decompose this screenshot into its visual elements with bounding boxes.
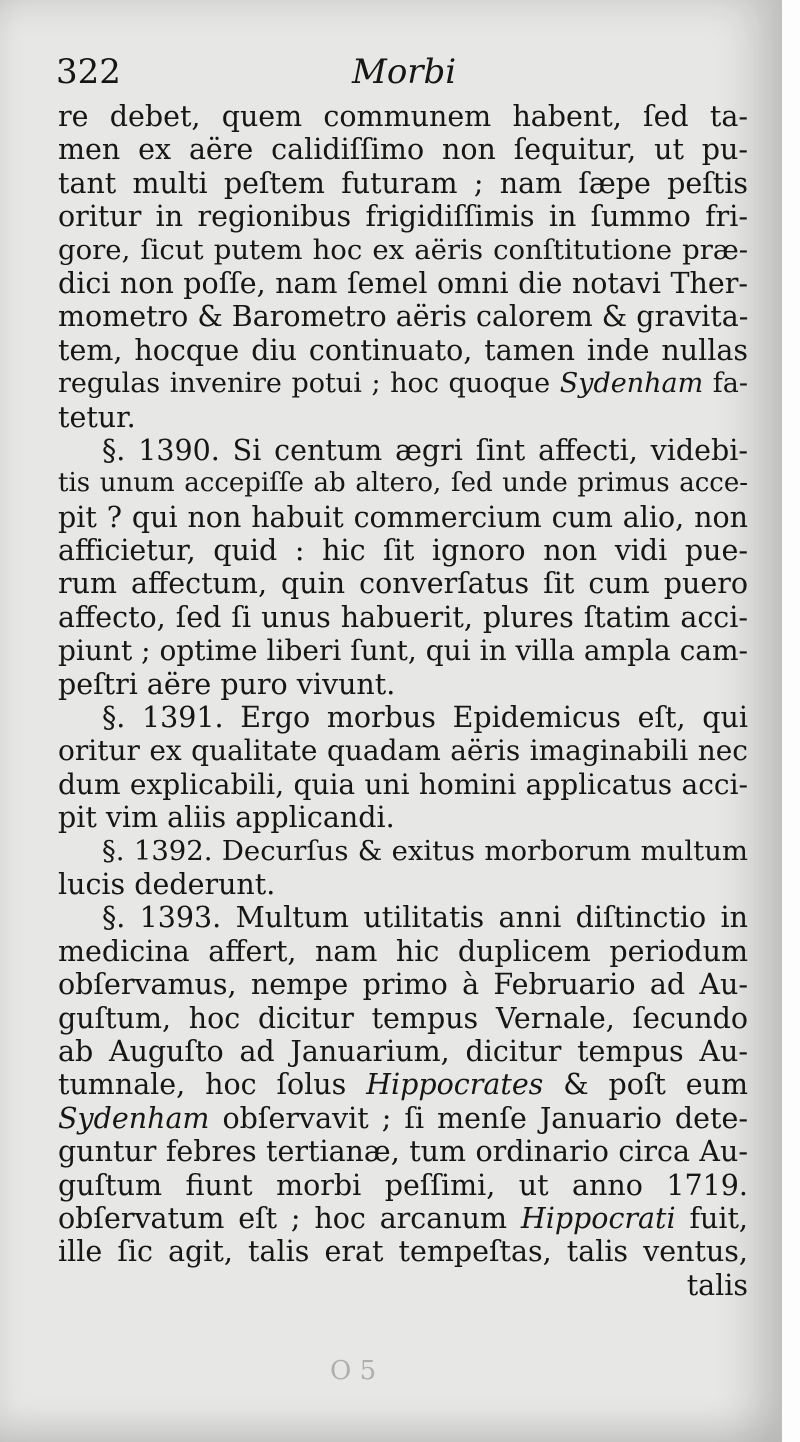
running-head: Morbi	[352, 52, 457, 92]
text-segment: §. 1390. Si centum ægri ſint affecti, videbi-	[102, 433, 748, 467]
page-edge	[782, 0, 800, 1442]
text-line	[58, 935, 748, 968]
text-segment: pit ? qui non habuit commercium cum alio, non	[58, 500, 748, 534]
text-line	[58, 601, 748, 634]
text-segment: pit vim aliis applicandi.	[58, 801, 395, 835]
text-line	[58, 1202, 748, 1235]
text-segment: tis unum accepiſſe ab altero, ſed unde primus acce-	[58, 468, 748, 499]
text-segment: tetur.	[58, 400, 136, 434]
text-segment: piunt ; optime liberi ſunt, qui in villa ampla cam-	[58, 634, 748, 668]
text-segment: afficietur, quid : hic ſit ignoro non vidi pue-	[58, 534, 748, 568]
italic-name: Hippocrates	[366, 1068, 544, 1102]
text-line	[58, 200, 748, 233]
text-line	[58, 501, 748, 534]
text-line	[58, 401, 748, 434]
text-segment: re debet, quem communem habent, ſed ta-	[58, 100, 748, 133]
text-segment: lucis dederunt.	[58, 867, 276, 901]
text-line	[58, 768, 748, 801]
text-segment: tant multi peſtem futuram ; nam ſæpe peſtis	[58, 166, 748, 200]
text-line	[58, 1102, 748, 1135]
text-line	[58, 801, 748, 834]
text-segment: §. 1393. Multum utilitatis anni diſtinctio in	[102, 901, 748, 935]
text-segment: §. 1391. Ergo morbus Epidemicus eſt, qui	[102, 701, 748, 735]
text-line	[58, 133, 748, 166]
text-segment: peſtri aëre puro vivunt.	[58, 667, 396, 701]
text-line	[58, 1035, 748, 1068]
text-line	[58, 701, 748, 734]
italic-name: Hippocrati	[520, 1201, 676, 1235]
text-segment: mometro & Barometro aëris calorem & gravita-	[58, 300, 749, 334]
text-segment: oritur ex qualitate quadam aëris imaginabili nec	[58, 734, 748, 768]
text-segment: dici non poſſe, nam ſemel omni die notavi Ther-	[58, 266, 748, 300]
text-segment: fuit,	[675, 1201, 748, 1235]
text-segment: guſtum, hoc dicitur tempus Vernale, ſecundo	[58, 1001, 748, 1035]
text-segment: dum explicabili, quia uni homini applicatus acci-	[58, 767, 748, 801]
text-segment: gore, ſicut putem hoc ex aëris conſtitutione præ-	[58, 233, 748, 266]
text-line	[58, 901, 748, 934]
page-header	[56, 50, 736, 100]
text-line	[58, 567, 748, 600]
text-line	[58, 1068, 748, 1101]
text-line	[58, 1002, 748, 1035]
text-line	[58, 868, 748, 901]
text-segment: fa-	[703, 368, 749, 400]
text-segment: guſtum fiunt morbi peſſimi, ut anno 1719.	[58, 1168, 748, 1202]
text-segment: affecto, ſed ſi unus habuerit, plures ſtatim acci-	[58, 600, 748, 634]
italic-name: Sydenham	[58, 1101, 210, 1135]
text-line	[58, 334, 748, 367]
text-segment: oritur in regionibus frigidiſſimis in ſummo fri-	[58, 200, 748, 234]
text-line	[58, 267, 748, 300]
text-line	[58, 1169, 748, 1202]
text-line	[58, 968, 748, 1001]
text-segment: tem, hocque diu continuato, tamen inde nullas	[58, 333, 748, 367]
text-line	[58, 467, 748, 500]
text-line	[58, 100, 748, 133]
text-segment: ille ſic agit, talis erat tempeſtas, talis ventus,	[58, 1235, 748, 1269]
body-text	[58, 100, 748, 1302]
text-segment: talis	[686, 1268, 748, 1302]
text-segment: obſervamus, nempe primo à Februario ad Au-	[58, 968, 748, 1002]
text-segment: rum affectum, quin converſatus ſit cum puero	[58, 567, 748, 601]
text-line	[58, 634, 748, 667]
text-segment: ab Auguſto ad Januarium, dicitur tempus Au-	[58, 1034, 748, 1068]
italic-name: Sydenham	[559, 368, 704, 400]
text-line	[58, 1235, 748, 1268]
text-line	[58, 668, 748, 701]
text-segment: obſervatum eſt ; hoc arcanum	[58, 1201, 521, 1235]
text-line	[58, 835, 748, 868]
text-segment: medicina affert, nam hic duplicem periodum	[58, 934, 748, 968]
text-line	[58, 367, 748, 400]
text-line	[58, 300, 748, 333]
page-number: 322	[56, 52, 121, 92]
text-segment: guntur febres tertianæ, tum ordinario circa Au-	[58, 1135, 748, 1169]
text-line	[58, 1269, 748, 1302]
text-line	[58, 167, 748, 200]
text-line	[58, 734, 748, 767]
text-line	[58, 534, 748, 567]
text-segment: men ex aëre calidiſſimo non ſequitur, ut pu-	[58, 133, 748, 167]
text-line	[58, 1135, 748, 1168]
text-segment: §. 1392. Decurſus & exitus morborum multum	[102, 834, 748, 867]
text-line	[58, 434, 748, 467]
text-line	[58, 234, 748, 267]
text-segment: obſervavit ; ſi menſe Januario dete-	[209, 1101, 748, 1135]
text-segment: tumnale, hoc ſolus	[58, 1068, 367, 1102]
text-segment: regulas invenire potui ; hoc quoque	[58, 368, 560, 400]
signature-mark: O 5	[330, 1356, 377, 1386]
text-segment: & poſt eum	[543, 1068, 748, 1102]
